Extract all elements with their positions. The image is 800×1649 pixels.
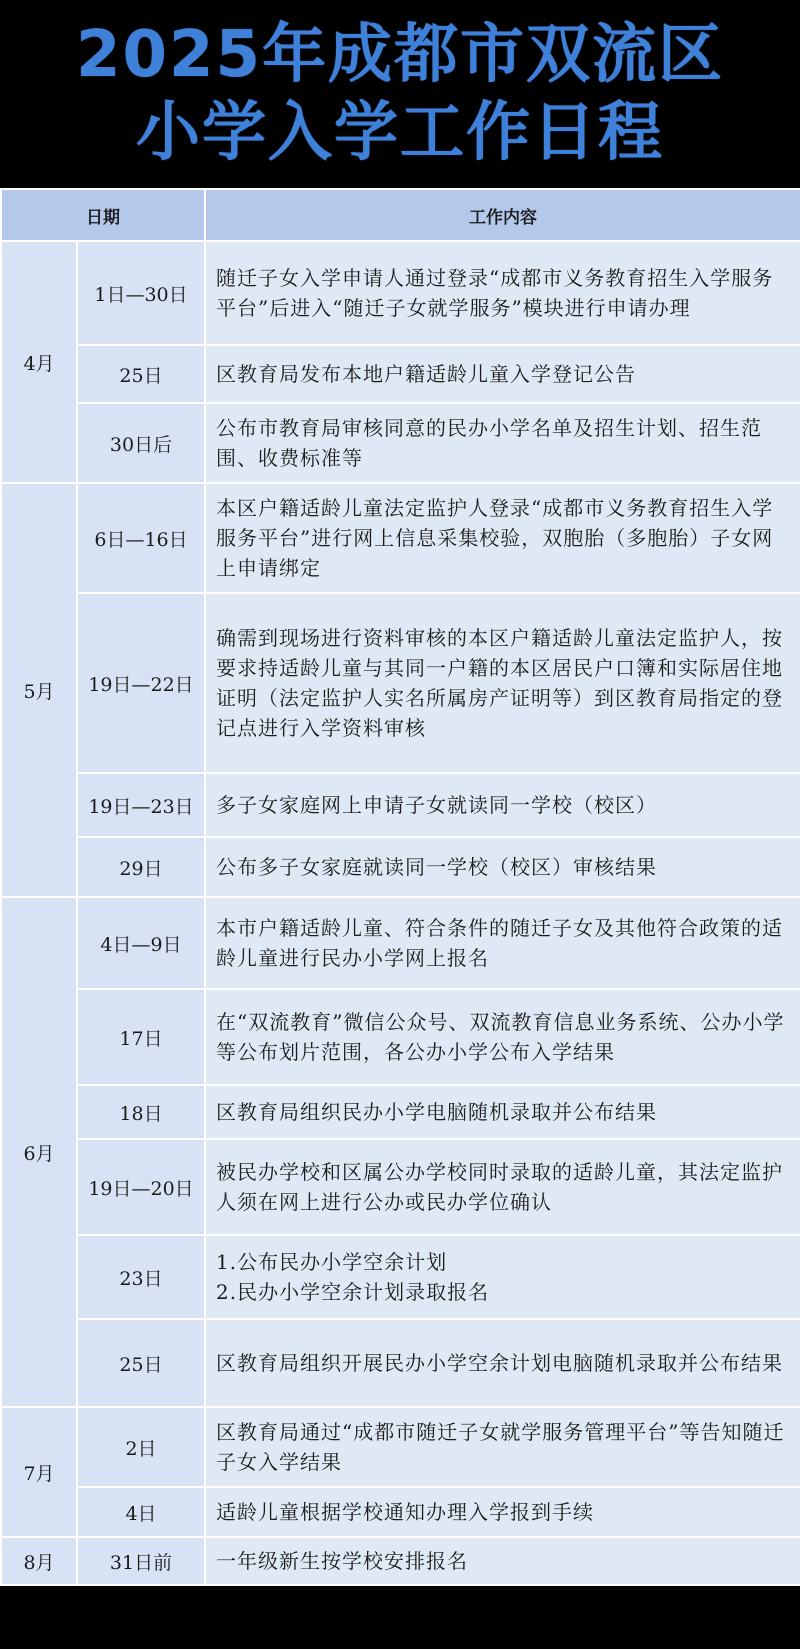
content-cell: 区教育局组织民办小学电脑随机录取并公布结果 [205,1085,800,1139]
table-header-row [1,189,800,241]
date-cell: 23日 [77,1235,205,1319]
content-cell: 本市户籍适龄儿童、符合条件的随迁子女及其他符合政策的适龄儿童进行民办小学网上报名 [205,897,800,989]
table-row [1,483,800,593]
title-line-2: 小学入学工作日程 [136,96,664,170]
date-cell: 18日 [77,1085,205,1139]
month-cell: 8月 [1,1537,77,1585]
content-cell: 本区户籍适龄儿童法定监护人登录“成都市义务教育招生入学服务平台”进行网上信息采集校验，双胞胎（多胞胎）子女网上申请绑定 [205,483,800,593]
date-cell: 19日—20日 [77,1139,205,1235]
table-row [1,403,800,483]
date-cell: 29日 [77,837,205,897]
table-row [1,1487,800,1537]
table-row [1,1085,800,1139]
date-cell: 4日—9日 [77,897,205,989]
table-row [1,1235,800,1319]
date-cell: 17日 [77,989,205,1085]
header-date: 日期 [1,189,205,241]
date-cell: 31日前 [77,1537,205,1585]
content-cell: 区教育局组织开展民办小学空余计划电脑随机录取并公布结果 [205,1319,800,1407]
date-cell: 4日 [77,1487,205,1537]
content-cell: 区教育局通过“成都市随迁子女就学服务管理平台”等告知随迁子女入学结果 [205,1407,800,1487]
month-cell: 4月 [1,241,77,483]
date-cell: 19日—22日 [77,593,205,773]
header-content: 工作内容 [205,189,800,241]
schedule-table [0,188,800,1586]
month-cell: 5月 [1,483,77,897]
content-cell: 多子女家庭网上申请子女就读同一学校（校区） [205,773,800,837]
content-cell: 随迁子女入学申请人通过登录“成都市义务教育招生入学服务平台”后进入“随迁子女就学服务”模块进行申请办理 [205,241,800,345]
content-cell: 区教育局发布本地户籍适龄儿童入学登记公告 [205,345,800,403]
title-line-1: 2025年成都市双流区 [75,18,725,92]
content-cell: 公布多子女家庭就读同一学校（校区）审核结果 [205,837,800,897]
table-row [1,241,800,345]
bottom-bar [0,1586,800,1600]
date-cell: 30日后 [77,403,205,483]
table-row [1,897,800,989]
content-cell: 被民办学校和区属公办学校同时录取的适龄儿童，其法定监护人须在网上进行公办或民办学位确认 [205,1139,800,1235]
table-row [1,1139,800,1235]
table-row [1,773,800,837]
month-cell: 7月 [1,1407,77,1537]
date-cell: 25日 [77,1319,205,1407]
table-row [1,593,800,773]
content-cell: 在“双流教育”微信公众号、双流教育信息业务系统、公办小学等公布划片范围，各公办小学公布入学结果 [205,989,800,1085]
content-cell: 确需到现场进行资料审核的本区户籍适龄儿童法定监护人，按要求持适龄儿童与其同一户籍的本区居民户口簿和实际居住地证明（法定监护人实名所属房产证明等）到区教育局指定的登记点进行入学资料审核 [205,593,800,773]
content-cell [205,1235,800,1319]
date-cell: 6日—16日 [77,483,205,593]
table-row [1,989,800,1085]
date-cell: 19日—23日 [77,773,205,837]
page-header [0,0,800,188]
table-row [1,1407,800,1487]
table-row [1,1319,800,1407]
table-row [1,837,800,897]
content-cell: 公布市教育局审核同意的民办小学名单及招生计划、招生范围、收费标准等 [205,403,800,483]
list-item: 1.公布民办小学空余计划 [216,1250,448,1274]
month-cell: 6月 [1,897,77,1407]
date-cell: 2日 [77,1407,205,1487]
content-cell: 适龄儿童根据学校通知办理入学报到手续 [205,1487,800,1537]
list-item: 2.民办小学空余计划录取报名 [216,1280,490,1304]
content-cell: 一年级新生按学校安排报名 [205,1537,800,1585]
date-cell: 25日 [77,345,205,403]
table-row [1,1537,800,1585]
date-cell: 1日—30日 [77,241,205,345]
table-row [1,345,800,403]
